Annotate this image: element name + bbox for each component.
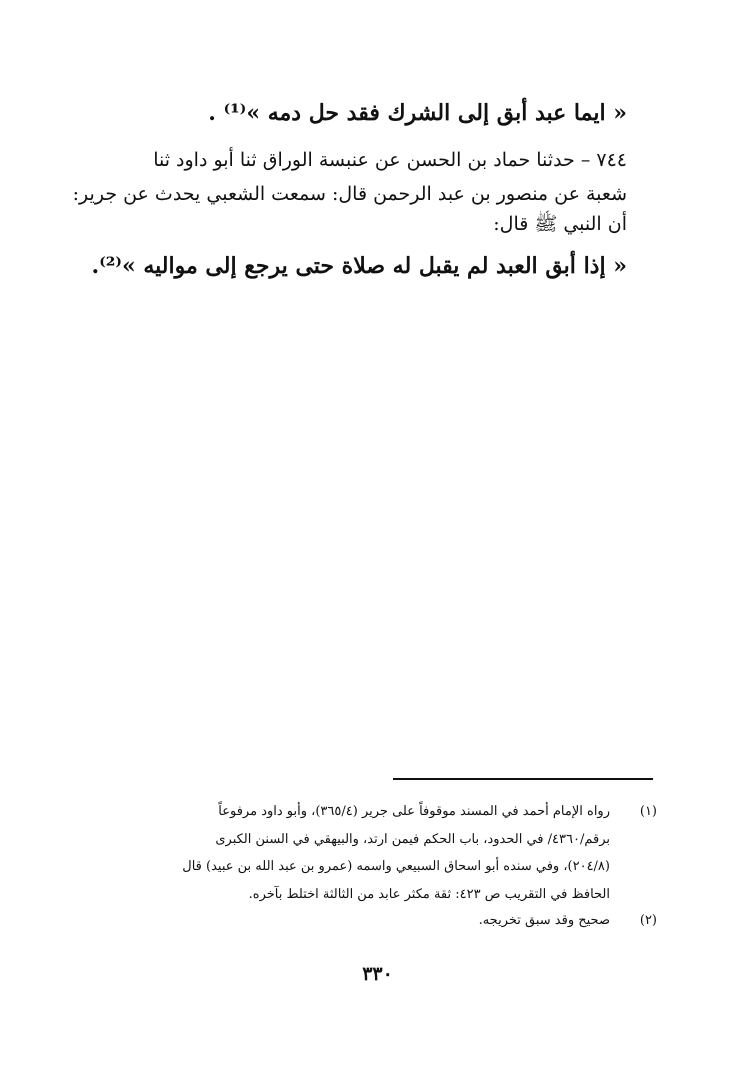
hadith-text-2: « إذا أبق العبد لم يقبل له صلاة حتى يرجع إلى مواليه »⁽²⁾. (91, 253, 627, 279)
narration-line-2: شعبة عن منصور بن عبد الرحمن قال: سمعت الشعبي يحدث عن جرير: (72, 183, 627, 205)
footnote-1-number: (١) (639, 804, 657, 819)
footnote-1-line-4: الحافظ في التقريب ص ٤٢٣: ثقة مكثر عابد من الثالثة اختلط بآخره. (248, 887, 610, 902)
footnote-1-line-1: رواه الإمام أحمد في المسند موقوفاً على جرير (٣٦٥/٤)، وأبو داود مرفوعاً (218, 804, 610, 819)
narration-line-1: ٧٤٤ – حدثنا حماد بن الحسن عن عنبسة الوراق ثنا أبو داود ثنا (153, 149, 627, 171)
footnote-1-line-2: برقم/٤٣٦٠/ في الحدود، باب الحكم فيمن ارتد، والبيهقي في السنن الكبرى (215, 832, 610, 847)
footnote-2-number: (٢) (639, 913, 657, 928)
narration-line-3: أن النبي ﷺ قال: (493, 213, 627, 235)
hadith-text-1: « ايما عبد أبق إلى الشرك فقد حل دمه »⁽¹⁾ . (208, 100, 627, 126)
footnote-2-text: صحيح وقد سبق تخريجه. (478, 913, 610, 928)
footnote-1-line-3: (٢٠٤/٨)، وفي سنده أبو اسحاق السبيعي واسمه (عمرو بن عبد الله بن عبيد) قال (182, 859, 610, 874)
footnote-separator (393, 778, 653, 780)
page-number: ٣٣٠ (362, 963, 393, 985)
